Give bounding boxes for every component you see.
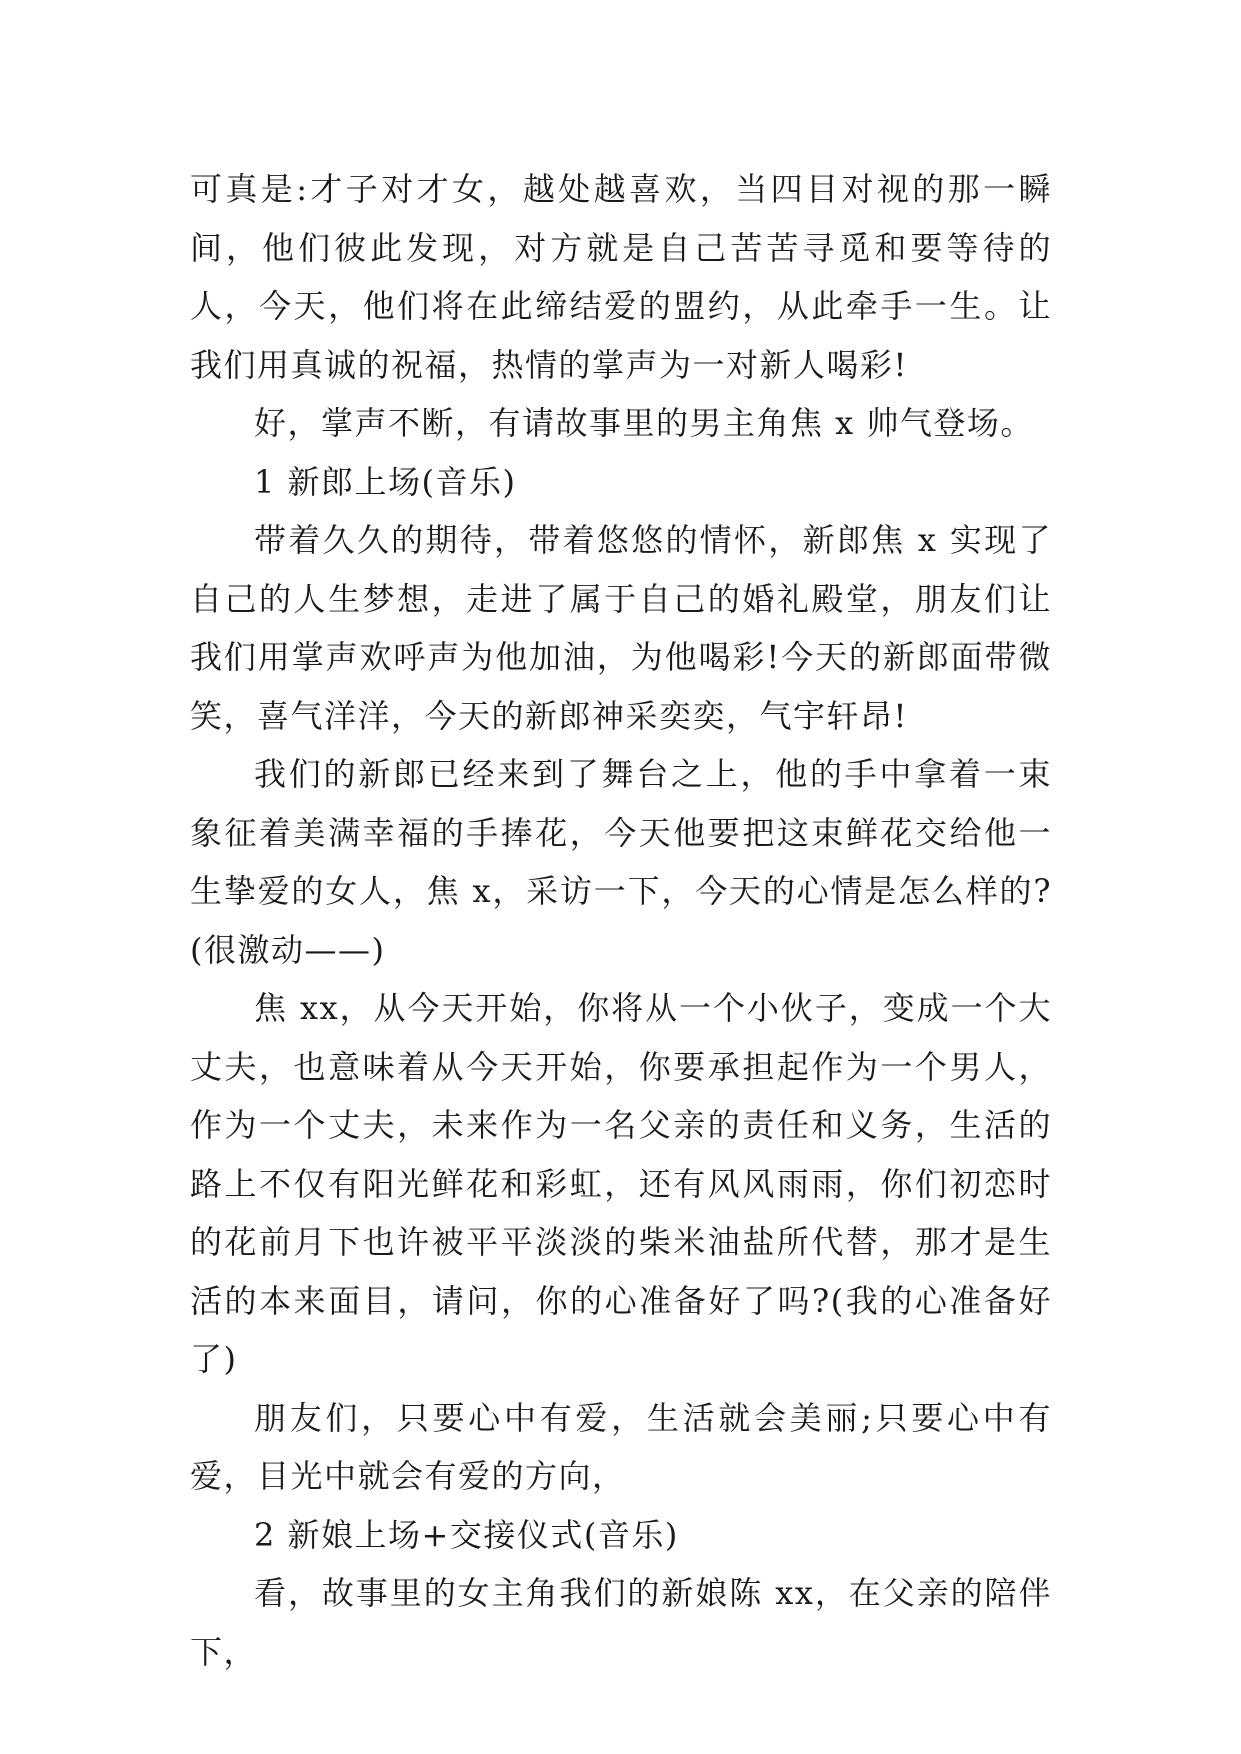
paragraph: 朋友们，只要心中有爱，生活就会美丽;只要心中有爱，目光中就会有爱的方向， (190, 1398, 1052, 1495)
paragraph: 我们的新郎已经来到了舞台之上，他的手中拿着一束象征着美满幸福的手捧花，今天他要把这束鲜花交给他一生挚爱的女人，焦 x，采访一下，今天的心情是怎么样的?(很激动——) (190, 755, 1052, 969)
paragraph: 好，掌声不断，有请故事里的男主角焦 x 帅气登场。 (254, 404, 1034, 442)
paragraph: 带着久久的期待，带着悠悠的情怀，新郎焦 x 实现了自己的人生梦想，走进了属于自己的婚礼殿堂，朋友们让我们用掌声欢呼声为他加油，为他喝彩!今天的新郎面带微笑，喜气洋洋，今天的新郎神采奕奕，气宇轩昂! (190, 521, 1052, 735)
paragraph: 看，故事里的女主角我们的新娘陈 xx，在父亲的陪伴下， (190, 1574, 1052, 1671)
paragraph: 焦 xx，从今天开始，你将从一个小伙子，变成一个大丈夫，也意味着从今天开始，你要承担起作为一个男人，作为一个丈夫，未来作为一名父亲的责任和义务，生活的路上不仅有阳光鲜花和彩虹，还有风风雨雨，你们初恋时的花前月下也许被平平淡淡的柴米油盐所代替，那才是生活的本来面目，请问，你的心准备好了吗?(我的心准备好了) (190, 989, 1052, 1378)
section-heading-groom-entrance: 1 新郎上场(音乐) (254, 462, 517, 501)
section-heading-bride-entrance: 2 新娘上场+交接仪式(音乐) (254, 1515, 679, 1554)
document-body (190, 160, 1052, 1681)
paragraph: 可真是:才子对才女，越处越喜欢，当四目对视的那一瞬间，他们彼此发现，对方就是自己苦苦寻觅和要等待的人，今天，他们将在此缔结爱的盟约，从此牵手一生。让我们用真诚的祝福，热情的掌声为一对新人喝彩! (190, 170, 1052, 384)
